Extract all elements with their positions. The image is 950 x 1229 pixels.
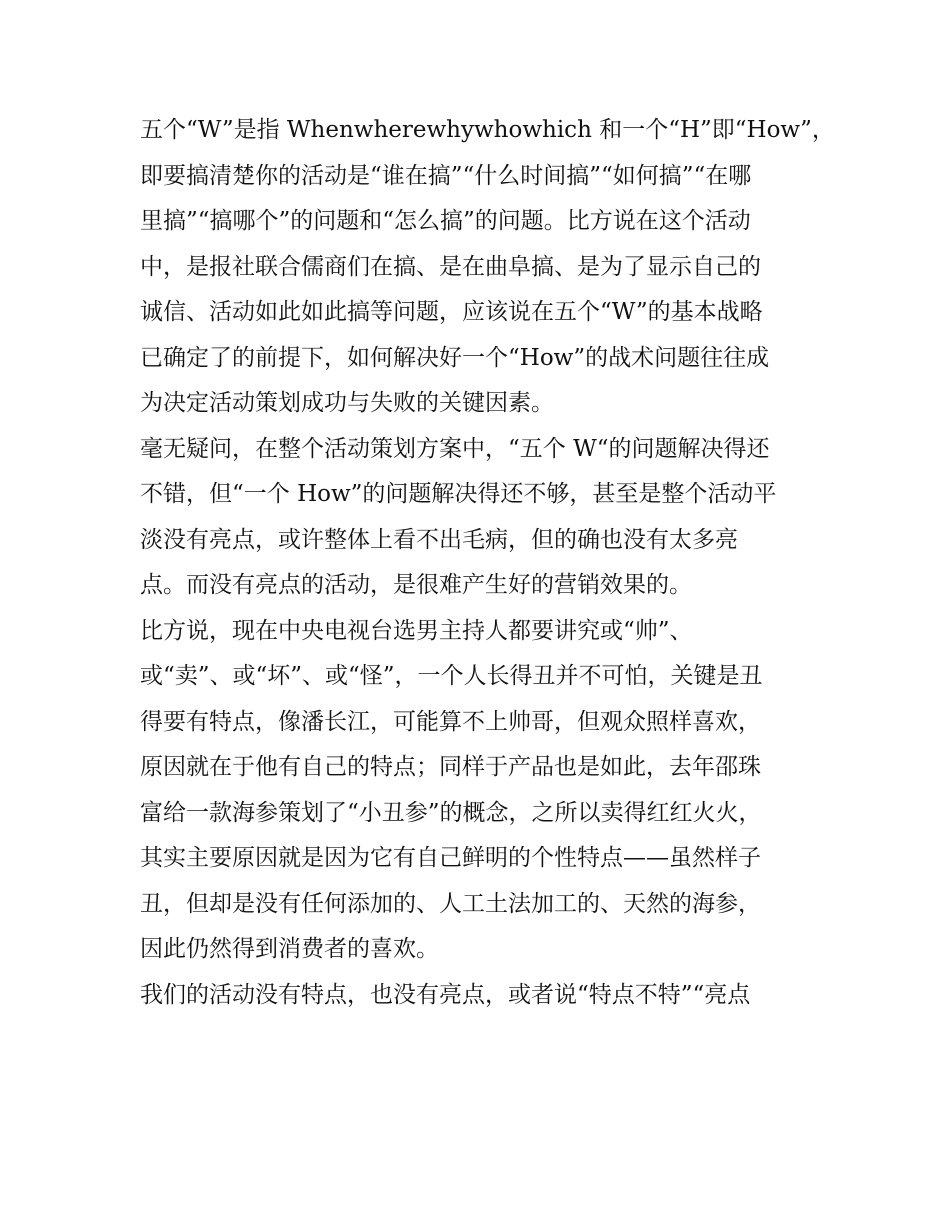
text-line: 点。而没有亮点的活动，是很难产生好的营销效果的。 bbox=[140, 572, 692, 598]
text-line: 即要搞清楚你的活动是“谁在搞”“什么时间搞”“如何搞”“在哪 bbox=[140, 162, 752, 189]
paragraph-2 bbox=[140, 427, 820, 609]
text-line: 比方说，现在中央电视台选男主持人都要讲究或“帅”、 bbox=[140, 617, 693, 644]
paragraph-4 bbox=[140, 973, 820, 1019]
text-line: 丑，但却是没有任何添加的、人工土法加工的、天然的海参， bbox=[140, 890, 761, 917]
text-line: 淡没有亮点，或许整体上看不出毛病，但的确也没有太多亮 bbox=[140, 526, 738, 553]
text-line: 得要有特点，像潘长江，可能算不上帅哥，但观众照样喜欢， bbox=[140, 708, 761, 735]
text-line: 富给一款海参策划了“小丑参”的概念，之所以卖得红红火火， bbox=[140, 799, 762, 826]
paragraph-1 bbox=[140, 108, 835, 427]
text-line: 已确定了的前提下，如何解决好一个“How”的战术问题往往成 bbox=[140, 344, 770, 371]
document-body bbox=[140, 108, 835, 1018]
text-line: 诚信、活动如此如此搞等问题，应该说在五个“W”的基本战略 bbox=[140, 299, 763, 325]
text-line: 中，是报社联合儒商们在搞、是在曲阜搞、是为了显示自己的 bbox=[140, 253, 761, 280]
text-line: 为决定活动策划成功与失败的关键因素。 bbox=[140, 390, 554, 416]
text-line: 五个“W”是指 Whenwherewhywhowhich 和一个“H”即“How”， bbox=[140, 117, 835, 143]
text-line: 其实主要原因就是因为它有自己鲜明的个性特点——虽然样子 bbox=[140, 845, 761, 871]
text-line: 因此仍然得到消费者的喜欢。 bbox=[140, 936, 439, 962]
text-line: 原因就在于他有自己的特点；同样于产品也是如此，去年邵珠 bbox=[140, 754, 761, 780]
text-line: 或“卖”、或“坏”、或“怪”，一个人长得丑并不可怕，关键是丑 bbox=[140, 663, 763, 689]
text-line: 毫无疑问，在整个活动策划方案中，“五个 W“的问题解决得还 bbox=[140, 435, 770, 462]
text-line: 不错，但“一个 How”的问题解决得还不够，甚至是整个活动平 bbox=[140, 481, 777, 507]
text-line: 里搞”“搞哪个”的问题和“怎么搞”的问题。比方说在这个活动 bbox=[140, 208, 751, 234]
text-line: 我们的活动没有特点，也没有亮点，或者说“特点不特”“亮点 bbox=[140, 981, 751, 1008]
paragraph-3 bbox=[140, 609, 820, 973]
